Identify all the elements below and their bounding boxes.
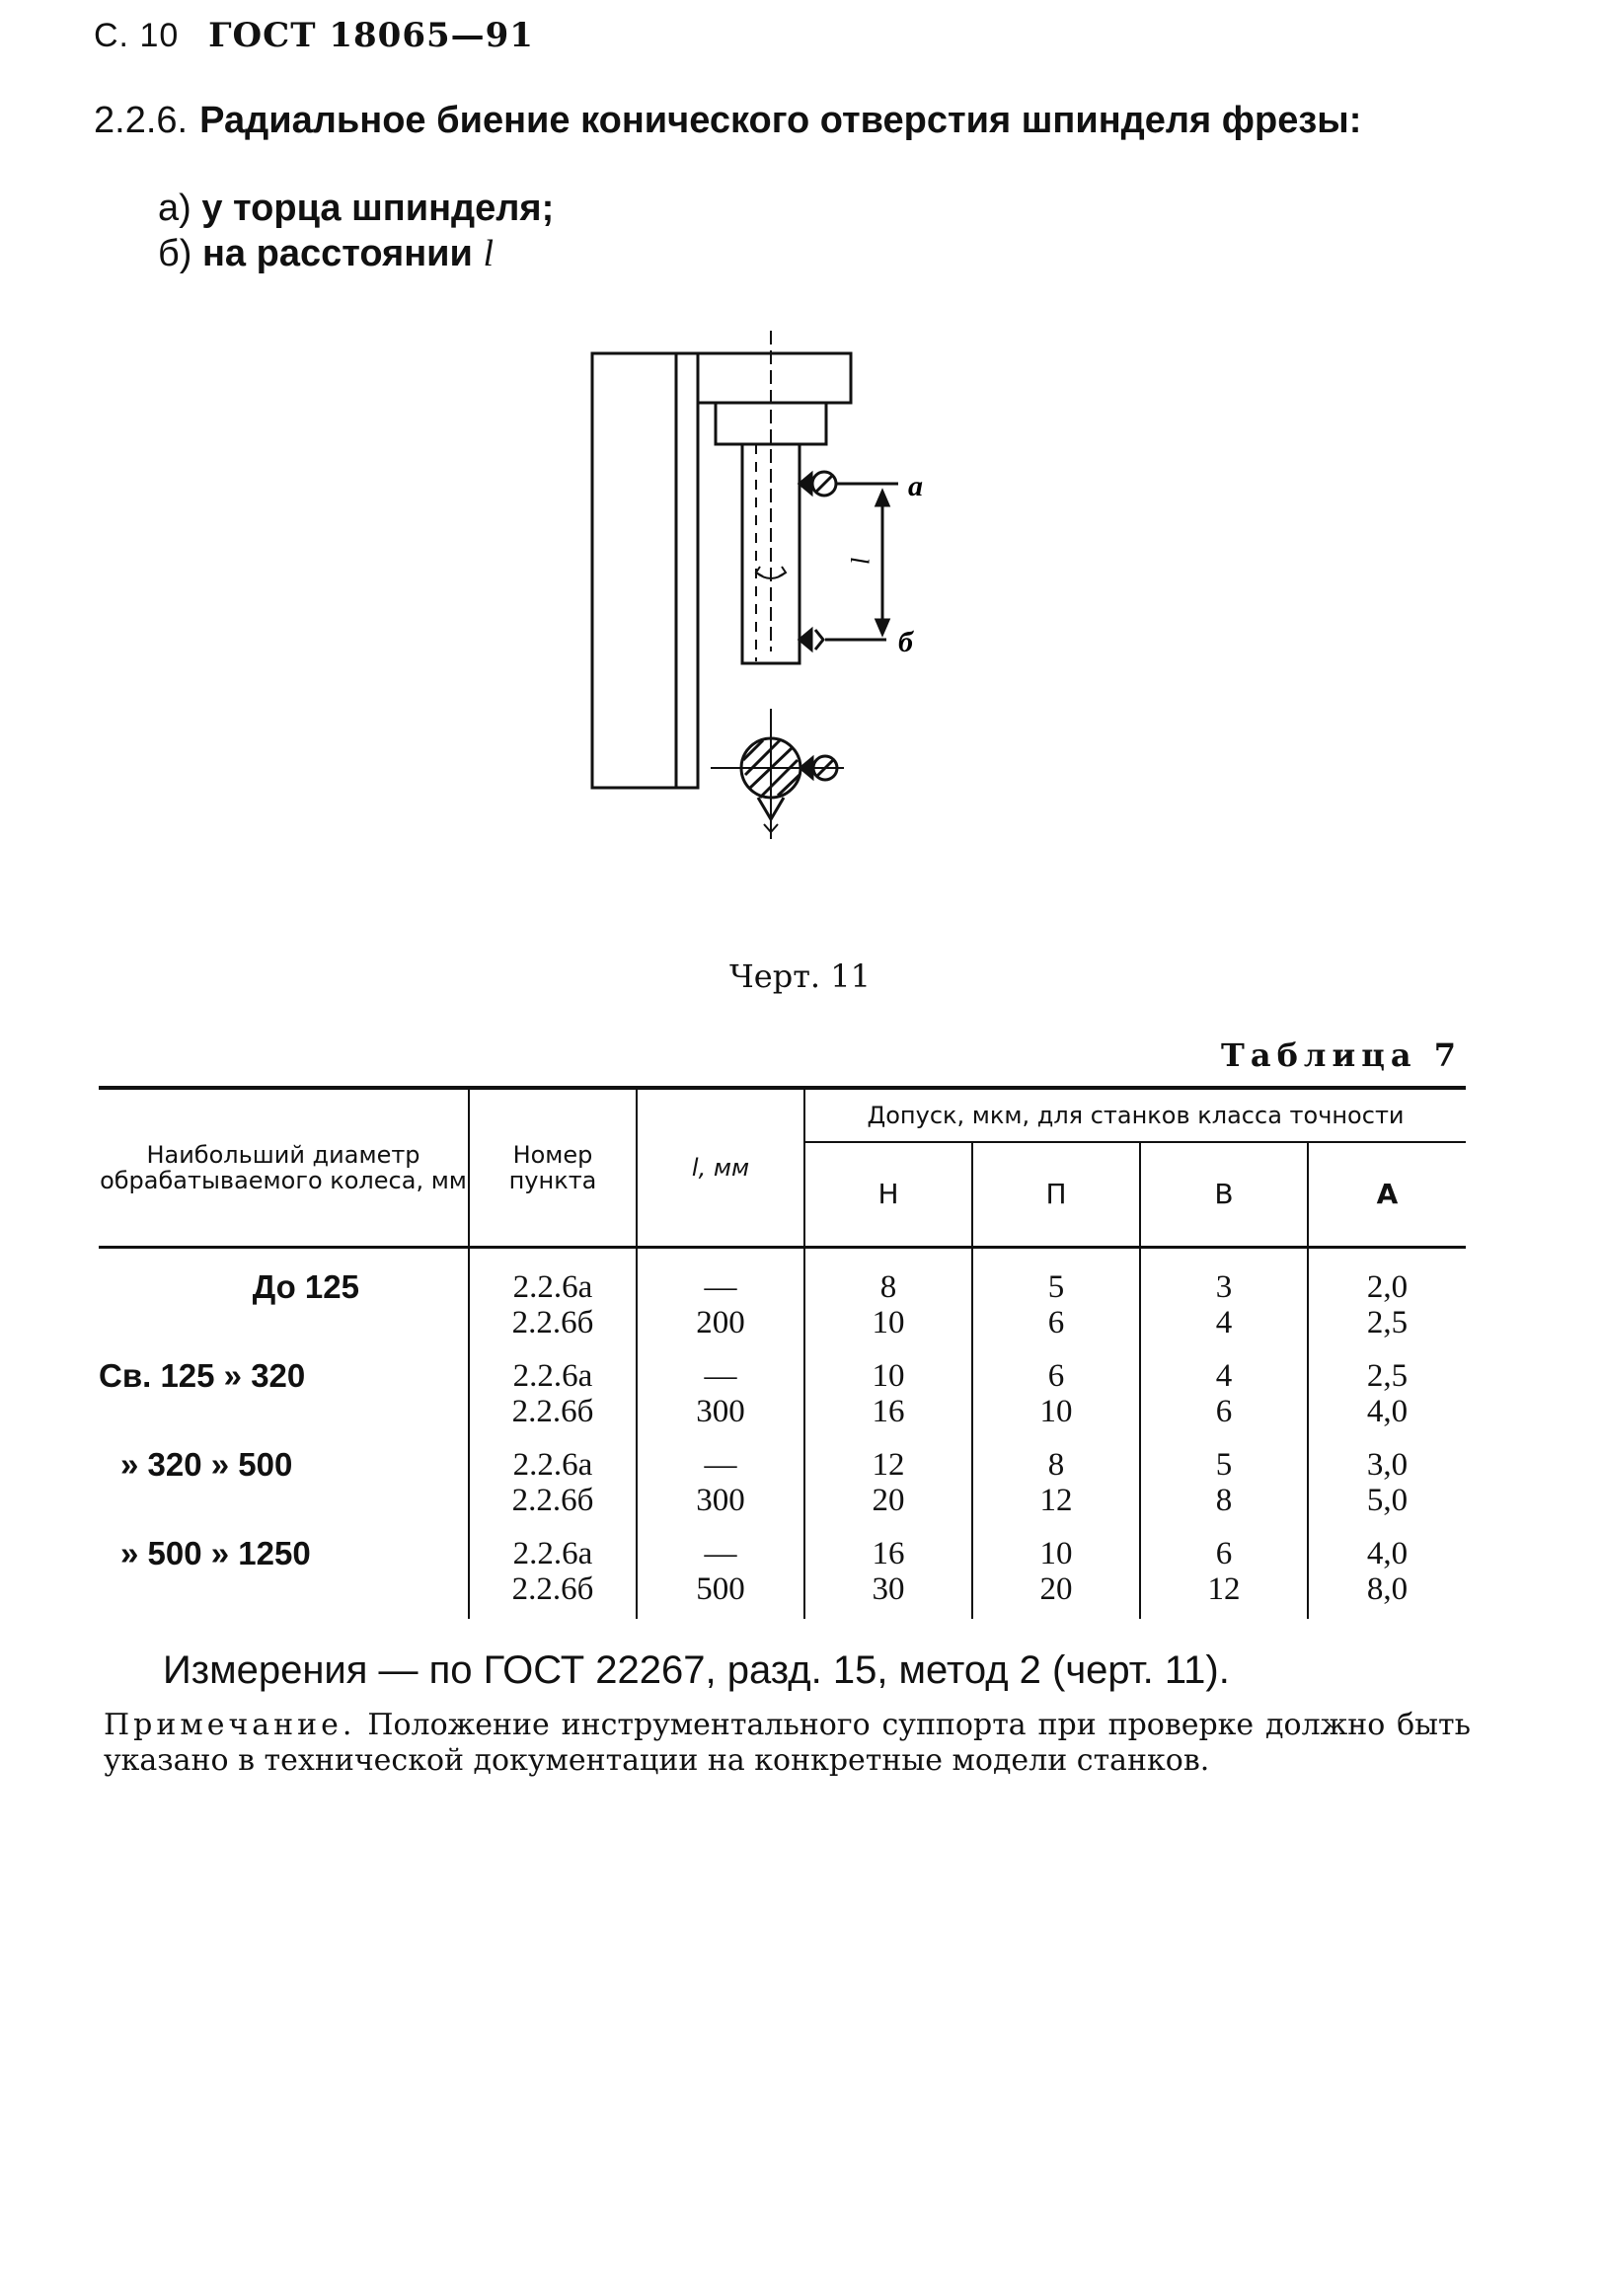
header-item-number: Номер пункта xyxy=(469,1090,637,1248)
tolerance-table xyxy=(99,1086,1466,1619)
header-class-p: П xyxy=(972,1142,1140,1248)
header-length: l, мм xyxy=(637,1090,804,1248)
section-items xyxy=(158,186,554,276)
figure-caption: Черт. 11 xyxy=(729,957,871,995)
note-text: Положение инструментального суппорта при проверке должно быть указано в технической документации на конкретные модели станков. xyxy=(104,1708,1471,1778)
page-header xyxy=(94,16,534,55)
dimension-l: l xyxy=(845,557,874,565)
header-diameter: Наибольший диаметр обрабатываемого колеса, мм xyxy=(99,1090,469,1248)
note xyxy=(104,1708,1471,1779)
spindle-flange xyxy=(698,353,851,403)
section-item-a: а) у торца шпинделя; xyxy=(158,188,555,229)
section-number: 2.2.6. xyxy=(94,100,189,141)
label-a: а xyxy=(908,470,923,502)
table-row: » 500 » 1250 2.2.6а 2.2.6б — 500 16 30 10 20 6 12 4,0 8,0 xyxy=(99,1530,1466,1619)
section-title: Радиальное биение конического отверстия шпинделя фрезы: xyxy=(199,100,1362,141)
table-label: Таблица 7 xyxy=(1221,1036,1462,1074)
label-b: б xyxy=(898,626,913,658)
header-tolerance: Допуск, мкм, для станков класса точности xyxy=(804,1090,1466,1142)
section-heading xyxy=(94,97,1466,143)
table-row: Св. 125 » 320 2.2.6а 2.2.6б — 300 10 16 6 10 4 6 2,5 4,0 xyxy=(99,1352,1466,1441)
note-label: Примечание. xyxy=(104,1708,356,1742)
header-class-v: В xyxy=(1140,1142,1308,1248)
table-row: До 125 2.2.6а 2.2.6б — 200 8 10 5 6 3 4 2,0 2,5 xyxy=(99,1263,1466,1352)
standard-code: ГОСТ 18065—91 xyxy=(208,16,534,55)
column-body xyxy=(592,353,698,788)
table-row: » 320 » 500 2.2.6а 2.2.6б — 300 12 20 8 12 5 8 3,0 5,0 xyxy=(99,1441,1466,1530)
spindle-runout-drawing xyxy=(563,326,977,898)
header-class-h: Н xyxy=(804,1142,972,1248)
measurement-text: Измерения — по ГОСТ 22267, разд. 15, метод 2 (черт. 11). xyxy=(163,1648,1230,1692)
header-class-a: А xyxy=(1308,1142,1466,1248)
section-item-b: б) на расстоянии l xyxy=(158,233,495,274)
page-number: С. 10 xyxy=(94,17,180,54)
